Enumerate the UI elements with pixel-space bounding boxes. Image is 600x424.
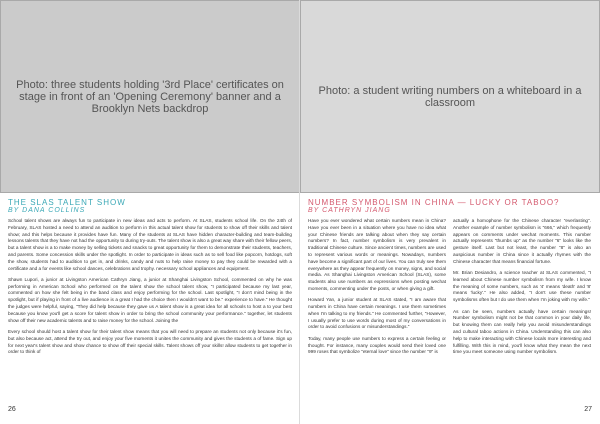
article-column-2: [453, 218, 591, 361]
whiteboard-photo-placeholder: Photo: a student writing numbers on a whiteboard in a classroom: [300, 0, 600, 193]
article-column-1: [308, 218, 446, 361]
article-body: [8, 218, 292, 361]
page-number: 26: [8, 406, 16, 413]
paragraph: Today, many people use numbers to express a certain feeling or thought. For instance, many couples would send their loved one 999 roses that symbolize "eternal love" since the number "9" is: [308, 335, 446, 355]
right-page: [300, 0, 600, 424]
talent-show-photo: [0, 0, 300, 193]
paragraph: As can be seen, numbers actually have certain meanings! Number symbolism might not be that common in your daily life, but knowing them can really help you avoid misunderstandings and cultural taboo actions in China. Understanding this can also help to make interacting with Chinese locals more interesting and fulfilling. With this in mind, you'll know what they mean the next time you meet someone using number symbolism.: [453, 308, 591, 355]
article-title: NUMBER SYMBOLISM IN CHINA — LUCKY OR TABOO?: [308, 198, 560, 207]
paragraph: Mr. Brian Desiandro, a science teacher at SLAS commented, "I learned about Chinese number symbolism from my wife. I know the meaning of some numbers, such as '4' means 'death' and '8' means 'lucky'." He also added, "I don't use these number symbolisms often but I do use them when I'm joking with my wife.": [453, 270, 591, 303]
paragraph: Every school should host a talent show for their talent show means that you will need to prepare an students not only because it's fun, but also because act, attend the try out, and enjoy your five moments it unites the community and gives the students a of fame. Sign up for next year's talent show and show chance to show off their special skills. Talent shows off your skills! allow students to get together in order to think of: [8, 328, 292, 355]
paragraph: Howard Yan, a junior student at SLAS stated, "I am aware that numbers in China have certain meanings. I use them sometimes when I'm talking to my friends." He commented further, "However, I usually prefer to use words during most of my conversations in order to avoid confusions or misunderstandings.": [308, 297, 446, 330]
paragraph: School talent shows are always fun to participate in new ideas and acts to perform. At SLAS, students school life. On the 24th of February, SLAS hosted a need to attend an audition to perform in this actual talent show for students to show off their skills and talent show; and this helps because it provides have fun. Many of the students at SLAS have hidden character-building and team-building lessons talents that they have not had the opportunity to during try-outs. The talent show is also a great way share with their fellow peers, but a talent show is a to make money by selling tickets and snacks to great opportunity for them to demonstrate their students, teachers, and parents. Some concession skills under the spotlight. In order to participate in ideas such as to sell food like popcorn, hotdogs, soft the show, students had to audition to get in, and drinks, candy and nuts to help raise money to pay they could be rewarded with a certificate and a for events like school dances, celebrations and trophy. necessary school appliances and equipment.: [8, 218, 292, 271]
article-byline: BY DANA COLLINS: [8, 207, 86, 214]
article-title: THE SLAS TALENT SHOW: [8, 198, 126, 207]
paragraph: Have you ever wondered what certain numbers mean in China? Have you ever been in a situation where you have no idea what your Chinese friends are talking about when they say certain numbers? In fact, number symbolism is very prevalent in traditional Chinese culture. Since ancient times, numbers are used to represent various words or meanings. Nowadays, numbers have become a significant part of our lives. You can truly see them everywhere as they appear frequently on money, signs, and social media. As Shanghai Livingston American School (SLAS), some students also use numbers as expressions when posting wechat moments, commenting under the posts, or when giving a gift.: [308, 218, 446, 291]
whiteboard-photo: [300, 0, 600, 193]
paragraph: actually a homophone for the Chinese character "everlasting". Another example of number symbolism is "666," which frequently appears on comments under wechat moments. This number actually represents "thumbs up" as the number "6" looks like the gesture itself. Last but not least, the number "8" is also an auspicious number in China since it actually rhymes with the Chinese character that means financial fortune.: [453, 218, 591, 264]
paragraph: Shawn Lupori, a junior at Livingston American Cathryn Jiang, a junior at Shanghai Livingston School, commented on why he was performing in American School who performed on the talent show the school talent show, "I participated because my last year, commented on how she felt being in the band class and enjoy performing for the school. Last spotlight, "I don't mind being in the spotlight, but if playing in front of a live audience is a great I had the choice then I wouldn't want to be." experience to have." He thought the judges were helpful, saying, "They did help because they gave us A talent show is a great idea for all schools to host a to your best because you know you'll get a score for talent show in order to bring the school community your performance." together, let students show off their new academic talents and to raise money for the school. Joining the: [8, 276, 292, 323]
talent-show-photo-placeholder: Photo: three students holding '3rd Place' certificates on stage in front of an 'Opening Ceremony' banner and a Brooklyn Nets backdrop: [0, 0, 300, 193]
page-number: 27: [584, 406, 592, 413]
article-byline: BY CATHRYN JIANG: [308, 207, 391, 214]
